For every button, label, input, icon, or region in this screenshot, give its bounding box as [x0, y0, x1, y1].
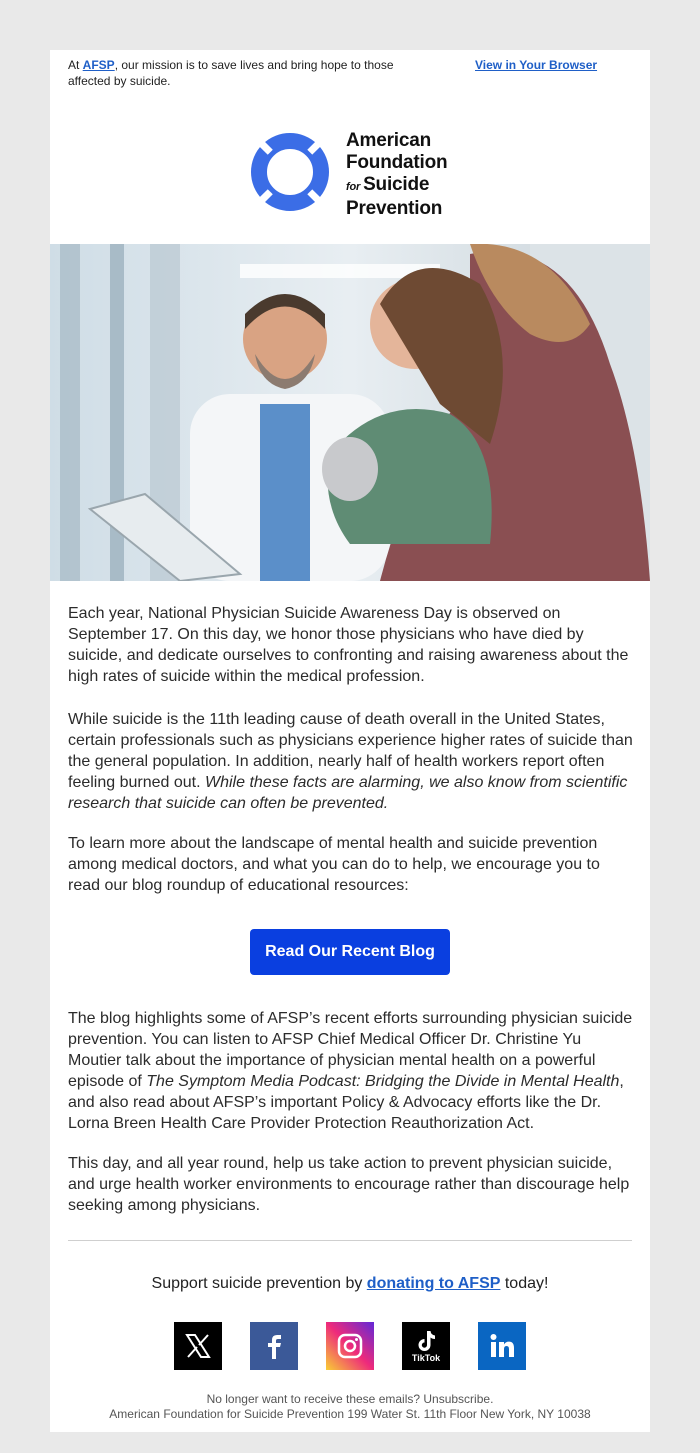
logo-line-american: American: [346, 130, 431, 151]
statistics-italic-text: While these facts are alarming, we also know from scientific research that suicide can often be prevented.: [68, 774, 628, 812]
tiktok-icon[interactable]: [402, 1322, 450, 1370]
blog-highlights-paragraph: [68, 1008, 634, 1134]
tiktok-label: TikTok: [411, 1353, 441, 1363]
logo-line-foundation: Foundation: [346, 152, 448, 173]
learn-more-paragraph: To learn more about the landscape of mental health and suicide prevention among medical doctors, and what you can do to help, we encourage you to read our blog roundup of educational resources:: [68, 835, 600, 894]
divider: [68, 1240, 632, 1241]
intro-paragraph: Each year, National Physician Suicide Awareness Day is observed on September 17. On this day, we honor those physicians who have died by suicide, and dedicate ourselves to confronting and raising awareness about the high rates of suicide within the medical profession.: [68, 605, 629, 685]
preheader-suffix: , our mission is to save lives and bring hope to those affected by suicide.: [68, 58, 394, 88]
social-links: [174, 1322, 534, 1370]
email-container: [50, 50, 650, 1432]
logo-line-prevention: Prevention: [346, 198, 443, 219]
linkedin-icon[interactable]: [478, 1322, 526, 1370]
hero-image-doctor-with-patient: [50, 244, 650, 581]
x-icon[interactable]: [174, 1322, 222, 1370]
address-text: American Foundation for Suicide Prevention 199 Water St. 11th Floor New York, NY 10038: [109, 1407, 591, 1421]
instagram-icon[interactable]: [326, 1322, 374, 1370]
afsp-logo[interactable]: [250, 130, 470, 219]
afsp-link[interactable]: AFSP: [82, 58, 115, 72]
read-recent-blog-button[interactable]: Read Our Recent Blog: [250, 929, 450, 975]
logo-for: for: [346, 181, 361, 193]
podcast-title: The Symptom Media Podcast: Bridging the Divide in Mental Health: [146, 1073, 620, 1090]
blog-highlights-text-end: , and also read about AFSP’s important Policy & Advocacy efforts like the Dr. Lorna Breen Health Care Provider Protection Reauthorization Act.: [68, 1073, 624, 1132]
lifebuoy-logo-icon: [250, 132, 330, 212]
blog-highlights-text: The blog highlights some of AFSP’s recent efforts surrounding physician suicide prevention. You can listen to AFSP Chief Medical Officer Dr. Christine Yu Moutier talk about the importance of physician mental health on a powerful episode of: [68, 1010, 633, 1090]
facebook-icon[interactable]: [250, 1322, 298, 1370]
view-in-browser-link[interactable]: View in Your Browser: [475, 58, 598, 72]
support-prefix: Support suicide prevention by: [151, 1275, 367, 1292]
unsubscribe-text[interactable]: No longer want to receive these emails? Unsubscribe.: [206, 1392, 494, 1406]
footer: [50, 1392, 650, 1422]
statistics-paragraph: [68, 709, 634, 814]
support-suffix: today!: [500, 1275, 549, 1292]
statistics-text: While suicide is the 11th leading cause of death overall in the United States, certain professionals such as physicians experience higher rates of suicide than the general population. In addition, nearly half of health workers report often feeling burned out.: [68, 711, 633, 791]
logo-suicide: Suicide: [363, 174, 430, 195]
preheader-prefix: At: [68, 58, 83, 72]
support-line: [50, 1274, 650, 1294]
call-to-action-paragraph: This day, and all year round, help us take action to prevent physician suicide, and urge health worker environments to encourage rather than discourage help seeking among physicians.: [68, 1155, 630, 1214]
preheader-text: [68, 57, 408, 89]
donate-link[interactable]: donating to AFSP: [366, 1275, 501, 1292]
logo-line-suicide: [346, 174, 476, 198]
logo-wordmark: [346, 130, 476, 220]
